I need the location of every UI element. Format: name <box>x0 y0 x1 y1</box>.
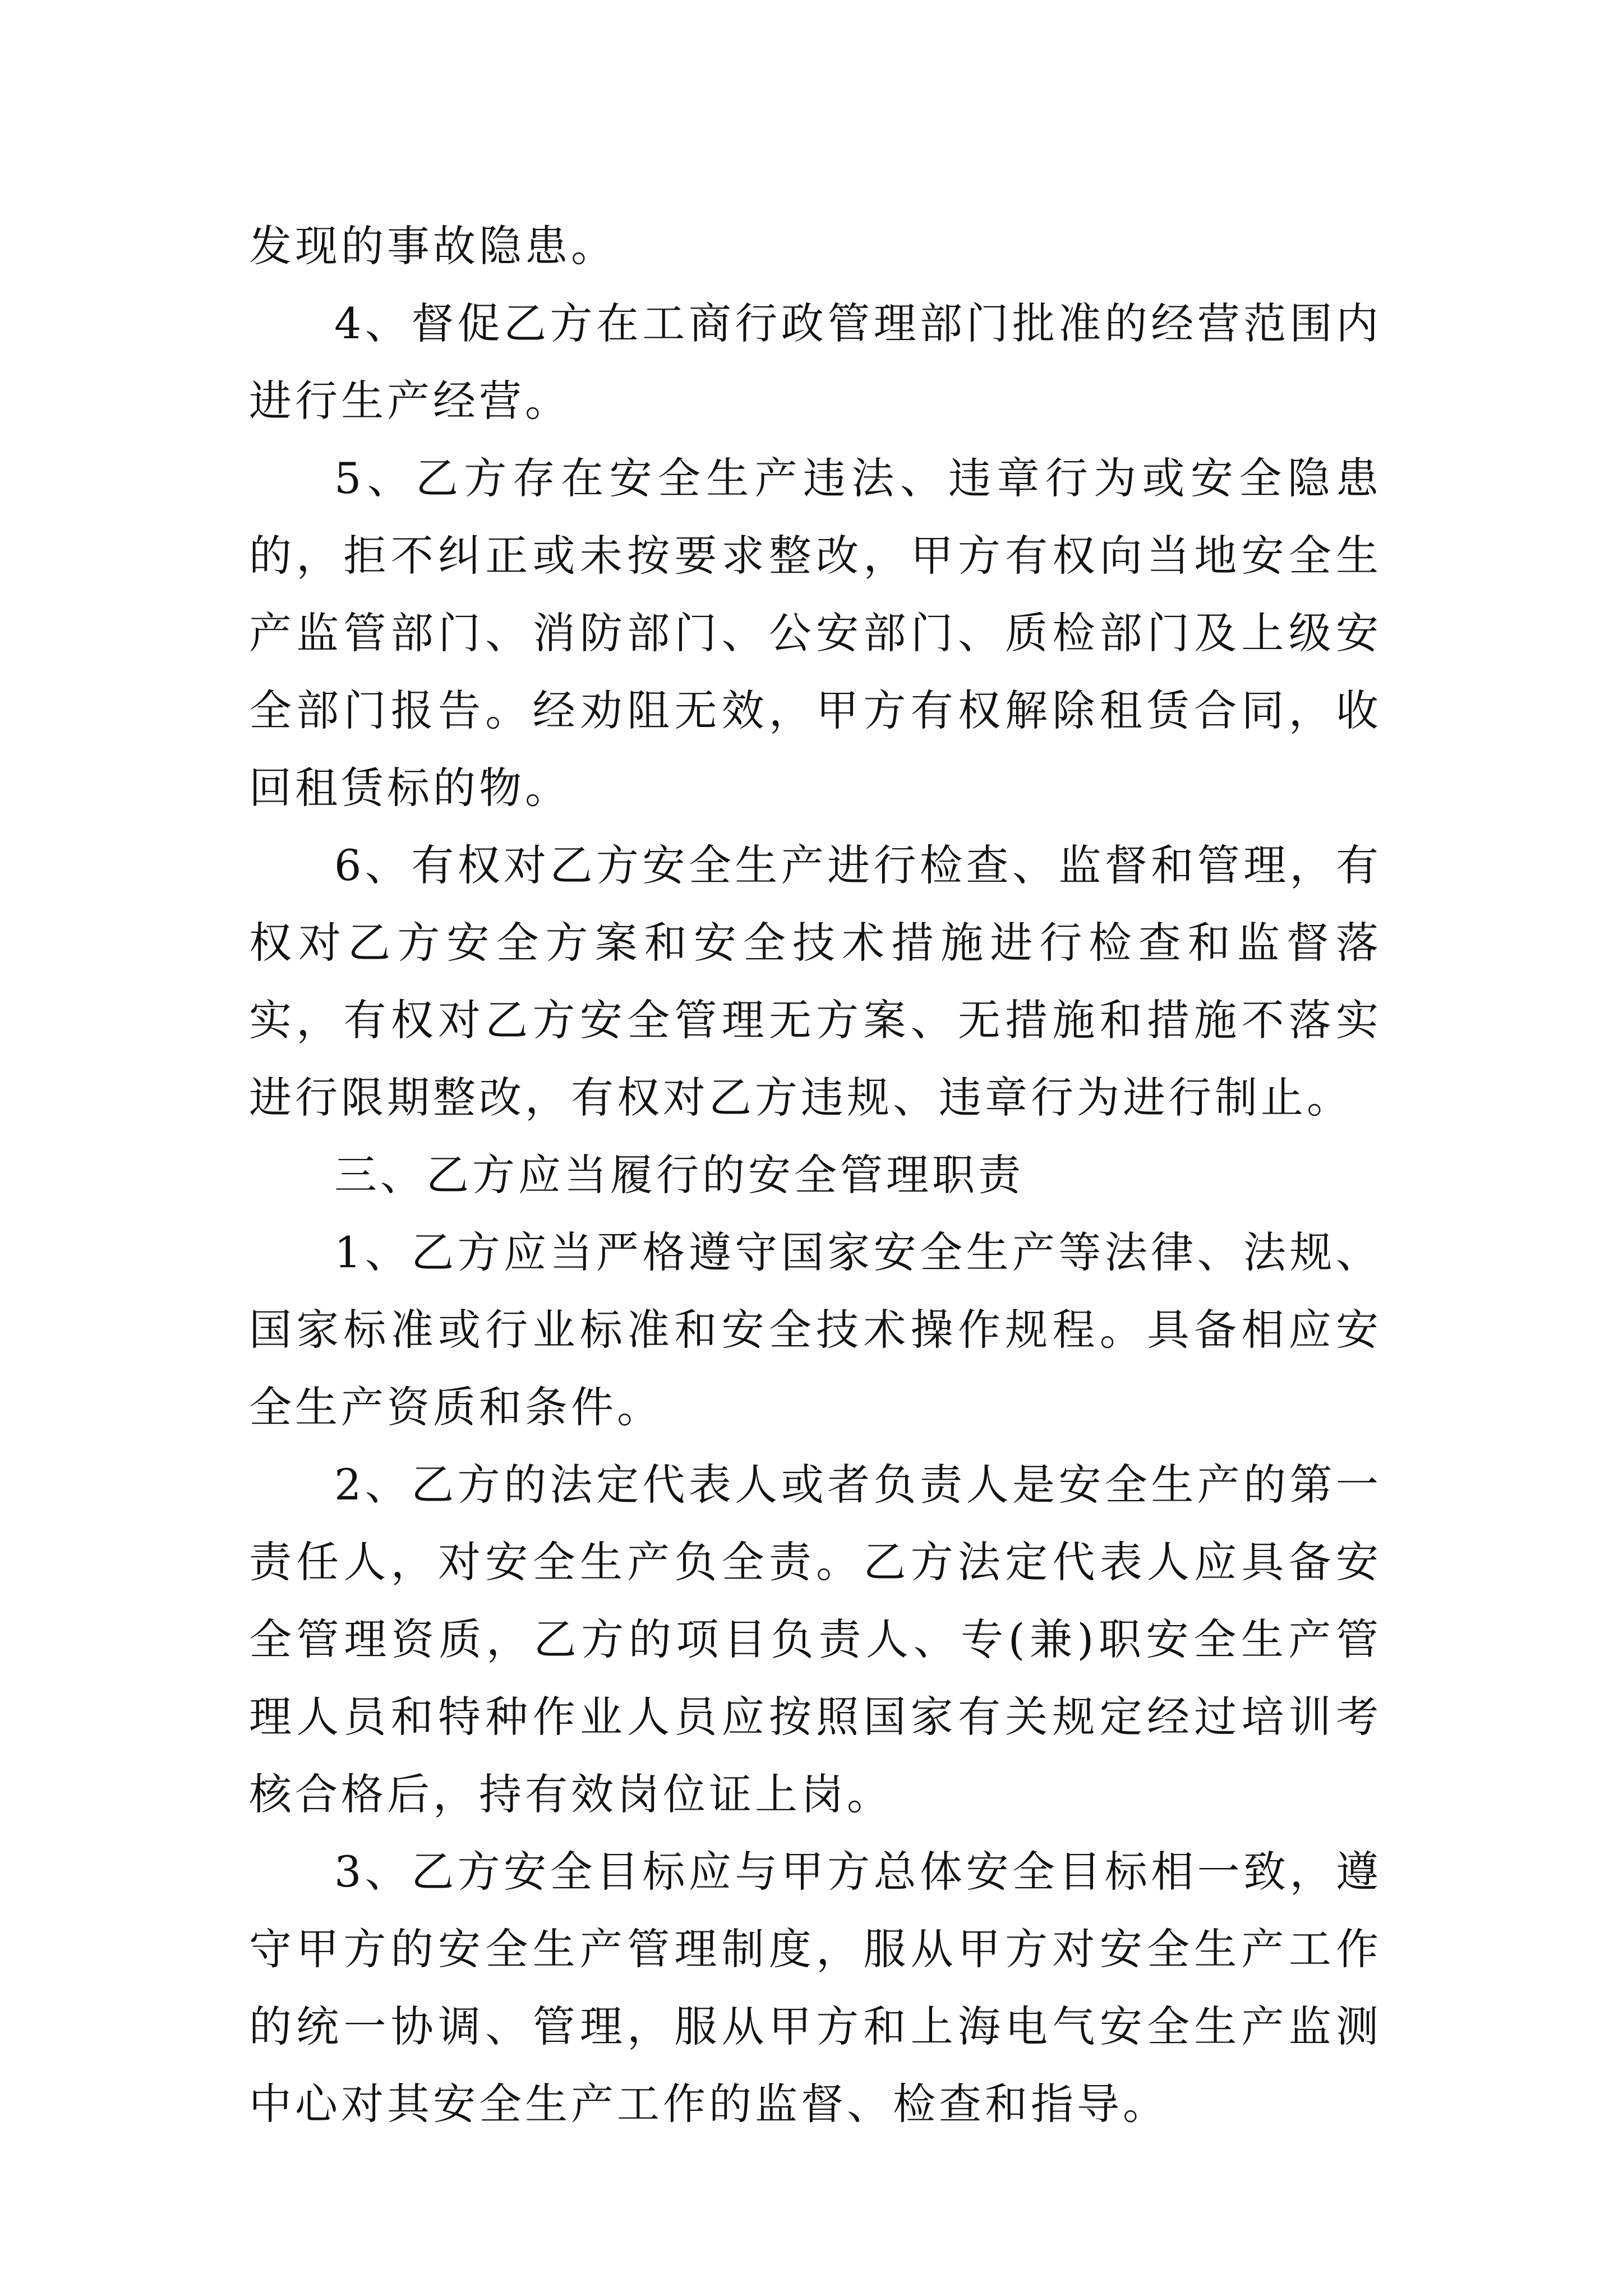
paragraph-section3-item-1: 1、乙方应当严格遵守国家安全生产等法律、法规、国家标准或行业标准和安全技术操作规程。具备相应安全生产资质和条件。 <box>249 1227 1382 1432</box>
paragraph-item-5: 5、乙方存在安全生产违法、违章行为或安全隐患的，拒不纠正或未按要求整改，甲方有权向当地安全生产监管部门、消防部门、公安部门、质检部门及上级安全部门报告。经劝阻无效，甲方有权解除租赁合同，收回租赁标的物。 <box>249 453 1382 813</box>
paragraph-section3-item-2: 2、乙方的法定代表人或者负责人是安全生产的第一责任人，对安全生产负全责。乙方法定代表人应具备安全管理资质，乙方的项目负责人、专(兼)职安全生产管理人员和特种作业人员应按照国家有关规定经过培训考核合格后，持有效岗位证上岗。 <box>249 1460 1382 1819</box>
paragraph-item-6: 6、有权对乙方安全生产进行检查、监督和管理，有权对乙方安全方案和安全技术措施进行检查和监督落实，有权对乙方安全管理无方案、无措施和措施不落实进行限期整改，有权对乙方违规、违章行为进行制止。 <box>249 840 1382 1122</box>
section-heading-3: 三、乙方应当履行的安全管理职责 <box>334 1150 1024 1200</box>
paragraph-continuation: 发现的事故隐患。 <box>249 221 617 271</box>
paragraph-section3-item-3: 3、乙方安全目标应与甲方总体安全目标相一致，遵守甲方的安全生产管理制度，服从甲方对安全生产工作的统一协调、管理，服从甲方和上海电气安全生产监测中心对其安全生产工作的监督、检查和指导。 <box>249 1847 1382 2129</box>
document-body <box>249 208 1382 2143</box>
paragraph-item-4: 4、督促乙方在工商行政管理部门批准的经营范围内进行生产经营。 <box>249 298 1382 426</box>
